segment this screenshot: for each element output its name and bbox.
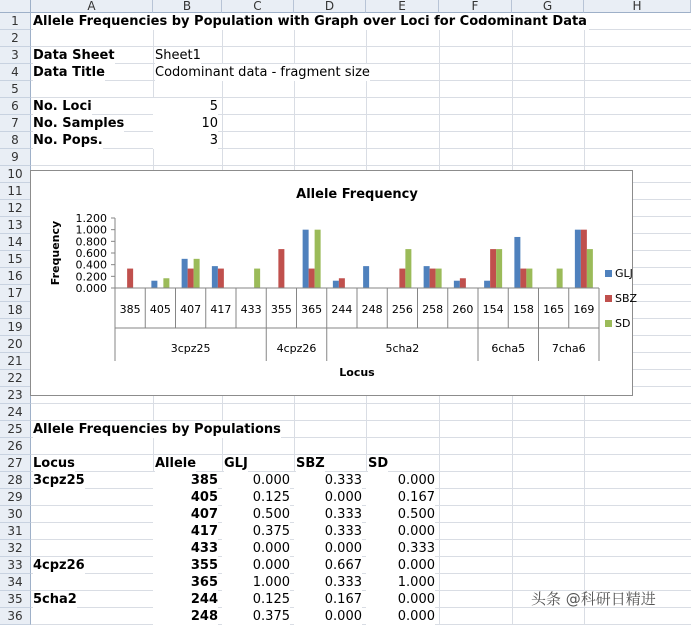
row-header-30[interactable]: 30 — [0, 506, 31, 523]
row-header-36[interactable]: 36 — [0, 608, 31, 625]
header-locus[interactable]: Locus — [33, 456, 75, 471]
row-header-2[interactable]: 2 — [0, 30, 31, 47]
bar-sd-365 — [315, 230, 321, 288]
y-tick-label: 0.000 — [75, 282, 107, 295]
row-header-29[interactable]: 29 — [0, 489, 31, 506]
legend-label-sd: SD — [615, 317, 631, 330]
x-tick-label: 385 — [119, 303, 141, 316]
table-sd-cell[interactable]: 0.500 — [366, 506, 435, 523]
gridline-row — [31, 114, 691, 115]
column-header-a[interactable]: A — [31, 0, 153, 13]
row-header-12[interactable]: 12 — [0, 200, 31, 217]
y-tick-label: 1.000 — [75, 223, 107, 237]
row-header-24[interactable]: 24 — [0, 404, 31, 421]
bar-glj-258 — [424, 266, 430, 288]
table-glj-cell[interactable]: 0.000 — [222, 540, 290, 557]
row-header-6[interactable]: 6 — [0, 98, 31, 115]
row-header-7[interactable]: 7 — [0, 115, 31, 132]
row-header-31[interactable]: 31 — [0, 523, 31, 540]
x-tick-label: 165 — [543, 303, 565, 316]
header-sbz[interactable]: SBZ — [296, 456, 325, 471]
row-header-19[interactable]: 19 — [0, 319, 31, 336]
gridline-row — [31, 46, 691, 47]
bar-sbz-256 — [399, 269, 405, 288]
bar-sbz-244 — [339, 278, 345, 288]
table-sd-cell[interactable]: 0.167 — [366, 489, 435, 506]
row-header-8[interactable]: 8 — [0, 132, 31, 149]
chart-title: Allele Frequency — [296, 187, 418, 202]
table-glj-cell[interactable]: 0.125 — [222, 489, 290, 506]
header-sd[interactable]: SD — [368, 456, 389, 471]
gridline-row — [31, 454, 691, 455]
x-tick-label: 405 — [149, 303, 171, 316]
table-glj-cell[interactable]: 1.000 — [222, 574, 290, 591]
bar-sbz-417 — [218, 269, 224, 288]
column-header-g[interactable]: G — [512, 0, 584, 13]
table-glj-cell[interactable]: 0.500 — [222, 506, 290, 523]
table-allele-cell[interactable]: 248 — [153, 608, 218, 625]
table-sbz-cell[interactable]: 0.000 — [294, 608, 362, 625]
row-header-23[interactable]: 23 — [0, 387, 31, 404]
row-header-14[interactable]: 14 — [0, 234, 31, 251]
table-sd-cell[interactable]: 0.000 — [366, 472, 435, 489]
legend-label-sbz: SBZ — [615, 292, 638, 305]
bar-sbz-355 — [278, 249, 284, 288]
no-loci-value[interactable]: 5 — [153, 98, 218, 115]
bar-glj-260 — [454, 281, 460, 288]
no-pops-label[interactable]: No. Pops. — [33, 133, 103, 148]
row-header-11[interactable]: 11 — [0, 183, 31, 200]
header-allele[interactable]: Allele — [155, 456, 197, 471]
row-header-25[interactable]: 25 — [0, 421, 31, 438]
y-axis-label: Frequency — [49, 220, 62, 286]
table-glj-cell[interactable]: 0.375 — [222, 608, 290, 625]
x-axis-label: Locus — [339, 366, 375, 379]
bar-sd-169 — [587, 249, 593, 288]
row-header-17[interactable]: 17 — [0, 285, 31, 302]
row-header-1[interactable]: 1 — [0, 13, 31, 30]
bar-glj-248 — [363, 266, 369, 288]
bar-glj-158 — [514, 237, 520, 288]
row-header-20[interactable]: 20 — [0, 336, 31, 353]
x-tick-label: 248 — [361, 303, 383, 316]
legend-label-glj: GLJ — [615, 267, 633, 280]
table-allele-cell[interactable]: 407 — [153, 506, 218, 523]
table-sd-cell[interactable]: 0.000 — [366, 608, 435, 625]
row-header-16[interactable]: 16 — [0, 268, 31, 285]
row-header-10[interactable]: 10 — [0, 166, 31, 183]
table-sd-cell[interactable]: 0.000 — [366, 557, 435, 574]
table-allele-cell[interactable]: 433 — [153, 540, 218, 557]
group-label: 3cpz25 — [170, 342, 211, 355]
row-header-9[interactable]: 9 — [0, 149, 31, 166]
gridline-row — [31, 403, 691, 404]
x-tick-label: 258 — [422, 303, 444, 316]
bar-sbz-154 — [490, 249, 496, 288]
table-locus-cell[interactable]: 4cpz26 — [33, 558, 85, 573]
bar-glj-405 — [151, 281, 157, 288]
x-tick-label: 417 — [210, 303, 232, 316]
bar-sd-433 — [254, 269, 260, 288]
bar-glj-365 — [303, 230, 309, 288]
x-tick-label: 158 — [512, 303, 534, 316]
x-tick-label: 154 — [482, 303, 504, 316]
x-tick-label: 169 — [573, 303, 595, 316]
bar-sd-407 — [194, 259, 200, 288]
row-header-21[interactable]: 21 — [0, 353, 31, 370]
gridline-row — [31, 148, 691, 149]
table-allele-cell[interactable]: 405 — [153, 489, 218, 506]
header-glj[interactable]: GLJ — [224, 456, 248, 471]
chart-canvas — [31, 171, 638, 397]
table-sbz-cell[interactable]: 0.000 — [294, 540, 362, 557]
group-label: 6cha5 — [491, 342, 526, 355]
table-allele-cell[interactable]: 385 — [153, 472, 218, 489]
y-tick-label: 0.600 — [75, 247, 107, 260]
row-header-32[interactable]: 32 — [0, 540, 31, 557]
table-sd-cell[interactable]: 1.000 — [366, 574, 435, 591]
table-allele-cell[interactable]: 417 — [153, 523, 218, 540]
table-locus-cell[interactable]: 5cha2 — [33, 592, 77, 607]
x-tick-label: 244 — [331, 303, 353, 316]
row-header-27[interactable]: 27 — [0, 455, 31, 472]
row-header-3[interactable]: 3 — [0, 47, 31, 64]
table-sbz-cell[interactable]: 0.667 — [294, 557, 362, 574]
bar-sbz-365 — [309, 269, 315, 288]
group-label: 4cpz26 — [276, 342, 317, 355]
no-loci-label[interactable]: No. Loci — [33, 99, 92, 114]
table-sbz-cell[interactable]: 0.333 — [294, 472, 362, 489]
bar-sd-165 — [557, 269, 563, 288]
y-tick-label: 0.200 — [75, 270, 107, 284]
table-sd-cell[interactable]: 0.333 — [366, 540, 435, 557]
data-title-value[interactable]: Codominant data - fragment size — [155, 65, 370, 80]
table-sbz-cell[interactable]: 0.333 — [294, 574, 362, 591]
x-tick-label: 355 — [270, 303, 292, 316]
y-tick-label: 1.200 — [75, 212, 107, 225]
bar-sd-258 — [436, 269, 442, 288]
bar-sd-154 — [496, 249, 502, 288]
row-header-22[interactable]: 22 — [0, 370, 31, 387]
data-sheet-value[interactable]: Sheet1 — [155, 48, 201, 63]
row-header-26[interactable]: 26 — [0, 438, 31, 455]
table-glj-cell[interactable]: 0.125 — [222, 591, 290, 608]
column-header-b[interactable]: B — [153, 0, 222, 13]
row-header-28[interactable]: 28 — [0, 472, 31, 489]
bar-sbz-407 — [188, 269, 194, 288]
data-sheet-label[interactable]: Data Sheet — [33, 48, 115, 63]
table-sbz-cell[interactable]: 0.333 — [294, 506, 362, 523]
table-heading[interactable]: Allele Frequencies by Populations — [33, 422, 281, 437]
bar-sbz-158 — [520, 269, 526, 288]
row-header-34[interactable]: 34 — [0, 574, 31, 591]
bar-glj-154 — [484, 281, 490, 288]
legend-swatch-glj — [605, 270, 612, 277]
row-header-5[interactable]: 5 — [0, 81, 31, 98]
bar-glj-417 — [212, 266, 218, 288]
watermark: 头条 @科研日精进 — [531, 590, 656, 608]
legend-swatch-sbz — [605, 295, 612, 302]
gridline-row — [31, 97, 691, 98]
row-header-33[interactable]: 33 — [0, 557, 31, 574]
bar-sbz-169 — [581, 230, 587, 288]
group-label: 7cha6 — [551, 342, 586, 355]
row-header-4[interactable]: 4 — [0, 64, 31, 81]
column-header-e[interactable]: E — [366, 0, 439, 13]
no-pops-value[interactable]: 3 — [153, 132, 218, 149]
gridline-row — [31, 165, 691, 166]
table-sbz-cell[interactable]: 0.333 — [294, 523, 362, 540]
y-tick-label: 0.800 — [75, 235, 107, 249]
table-glj-cell[interactable]: 0.000 — [222, 557, 290, 574]
table-allele-cell[interactable]: 244 — [153, 591, 218, 608]
table-sd-cell[interactable]: 0.000 — [366, 523, 435, 540]
x-tick-label: 433 — [240, 303, 262, 316]
bar-glj-169 — [575, 230, 581, 288]
row-header-15[interactable]: 15 — [0, 251, 31, 268]
bar-sd-158 — [526, 269, 532, 288]
table-sd-cell[interactable]: 0.000 — [366, 591, 435, 608]
chart-object[interactable] — [30, 170, 638, 396]
bar-glj-407 — [182, 259, 188, 288]
bar-sbz-260 — [460, 278, 466, 288]
table-locus-cell[interactable]: 3cpz25 — [33, 473, 85, 488]
table-sbz-cell[interactable]: 0.000 — [294, 489, 362, 506]
x-tick-label: 256 — [391, 303, 413, 316]
select-all-corner[interactable] — [0, 0, 31, 13]
sheet-title[interactable]: Allele Frequencies by Population with Graph over Loci for Codominant Data — [33, 14, 587, 29]
row-header-35[interactable]: 35 — [0, 591, 31, 608]
table-allele-cell[interactable]: 355 — [153, 557, 218, 574]
x-tick-label: 407 — [180, 303, 202, 316]
table-glj-cell[interactable]: 0.000 — [222, 472, 290, 489]
table-glj-cell[interactable]: 0.375 — [222, 523, 290, 540]
bar-sd-405 — [163, 278, 169, 288]
no-samples-value[interactable]: 10 — [153, 115, 218, 132]
column-header-c[interactable]: C — [222, 0, 294, 13]
row-header-18[interactable]: 18 — [0, 302, 31, 319]
bar-sbz-385 — [127, 269, 133, 288]
x-tick-label: 260 — [452, 303, 474, 316]
bar-glj-244 — [333, 281, 339, 288]
x-tick-label: 365 — [301, 303, 323, 316]
table-allele-cell[interactable]: 365 — [153, 574, 218, 591]
y-tick-label: 0.400 — [75, 258, 107, 272]
row-header-13[interactable]: 13 — [0, 217, 31, 234]
bar-sbz-258 — [430, 269, 436, 288]
table-sbz-cell[interactable]: 0.167 — [294, 591, 362, 608]
column-header-h[interactable]: H — [584, 0, 691, 13]
bar-sd-256 — [405, 249, 411, 288]
data-title-label[interactable]: Data Title — [33, 65, 105, 80]
column-header-f[interactable]: F — [439, 0, 512, 13]
column-header-d[interactable]: D — [294, 0, 366, 13]
legend-swatch-sd — [605, 320, 612, 327]
group-label: 5cha2 — [385, 342, 420, 355]
no-samples-label[interactable]: No. Samples — [33, 116, 125, 131]
gridline-row — [31, 131, 691, 132]
